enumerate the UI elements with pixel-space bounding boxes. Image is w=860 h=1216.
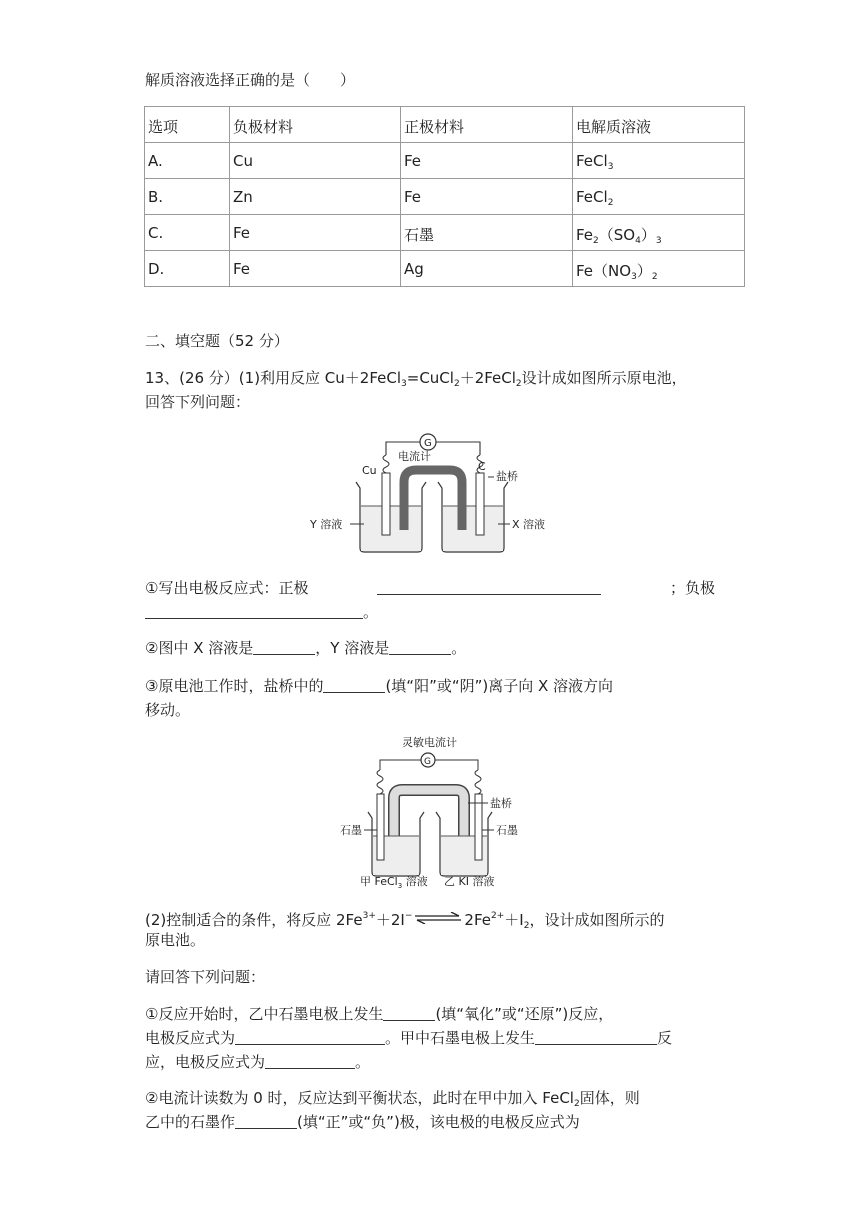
ammeter-label: 电流计 [398, 450, 431, 463]
equilibrium-arrow-icon [413, 912, 463, 924]
answer-blank[interactable] [265, 1052, 355, 1069]
question-13-part2-item2-line2: 乙中的石墨作 (填“正”或“负”)极，该电极的电极反应式为 [145, 1113, 580, 1131]
section-title: 二、填空题（52 分） [145, 332, 289, 350]
option-label: D. [145, 251, 230, 287]
positive-material: Fe [401, 143, 573, 179]
question-13-part2-item2: ②电流计读数为 0 时，反应达到平衡状态，此时在甲中加入 FeCl$_2$固体，则 [145, 1089, 640, 1109]
answer-blank[interactable] [323, 676, 385, 693]
question-13-part2-stem-line2: 原电池。 [145, 931, 206, 949]
negative-material: Fe [230, 251, 401, 287]
question-13-part1-item1-line2: 。 [145, 602, 378, 622]
electrolyte: $Fe(NO_3)_2$ [573, 251, 745, 287]
salt-bridge-label: 盐桥 [496, 470, 518, 483]
option-label: A. [145, 143, 230, 179]
answer-blank[interactable] [535, 1028, 657, 1045]
table-row [145, 215, 745, 251]
positive-material: 石墨 [401, 215, 573, 251]
table-row [145, 143, 745, 179]
question-13-part2-stem: (2)控制适合的条件，将反应 $2Fe^{3+}+2I^-$ $2Fe^{2+}+I_2$，设计成如图所示的 [145, 911, 665, 931]
answer-blank[interactable] [253, 638, 315, 655]
jia-solution-label: 甲 FeCl$_3$ 溶液 [360, 875, 428, 888]
table-header-cell: 电解质溶液 [573, 107, 745, 143]
answer-blank[interactable] [235, 1028, 385, 1045]
negative-material: Zn [230, 179, 401, 215]
question-13-part2-item1-line2: 电极反应式为 。甲中石墨电极上发生 反 [145, 1029, 673, 1047]
electrolyte: FeCl$_2$ [573, 179, 745, 215]
galvanometer-label: G [424, 438, 432, 449]
yi-solution-label: 乙 KI 溶液 [444, 875, 495, 888]
electrolyte: FeCl$_3$ [573, 143, 745, 179]
table-row [145, 251, 745, 287]
galvanic-cell-figure-1 [300, 430, 560, 555]
answer-blank[interactable] [145, 602, 363, 619]
negative-material: Fe [230, 215, 401, 251]
question-intro: 解质溶液选择正确的是（ ） [145, 71, 356, 89]
right-graphite-label: 石墨 [496, 824, 518, 837]
salt-bridge-label: 盐桥 [490, 797, 512, 810]
question-13-part2-item1: ①反应开始时，乙中石墨电极上发生 (填“氧化”或“还原”)反应， [145, 1005, 614, 1023]
question-13-part1-item2: ②图中 X 溶液是 ，Y 溶液是 。 [145, 639, 467, 657]
question-13-stem: 13、(26 分）(1)利用反应 Cu＋2FeCl$_3$=CuCl$_2$＋2FeCl$_2$设计成如图所示原电池， [145, 369, 687, 389]
answer-blank[interactable] [377, 578, 601, 595]
positive-material: Fe [401, 179, 573, 215]
galvanometer-label: G [424, 757, 431, 767]
question-13-part1-item1: ①写出电极反应式：正极 ；负极 [145, 579, 715, 597]
question-13-part1-item3: ③原电池工作时，盐桥中的 (填“阳”或“阴”)离子向 X 溶液方向 [145, 677, 614, 695]
question-13-part2-item1-line3: 应，电极反应式为 。 [145, 1053, 371, 1071]
answer-prompt: 请回答下列问题： [145, 968, 266, 986]
table-header-cell: 选项 [145, 107, 230, 143]
answer-blank[interactable] [389, 638, 451, 655]
positive-material: Ag [401, 251, 573, 287]
electrolyte: $Fe_2(SO_4)_3$ [573, 215, 745, 251]
options-table [144, 106, 745, 287]
table-row [145, 179, 745, 215]
question-13-stem-line2: 回答下列问题： [145, 393, 251, 411]
table-header-cell: 正极材料 [401, 107, 573, 143]
galvanic-cell-figure-2 [330, 736, 530, 888]
table-header-cell: 负极材料 [230, 107, 401, 143]
option-label: B. [145, 179, 230, 215]
answer-blank[interactable] [235, 1112, 297, 1129]
x-solution-label: X 溶液 [512, 518, 546, 531]
sensitive-ammeter-label: 灵敏电流计 [402, 736, 457, 749]
cu-electrode-label: Cu [362, 464, 377, 477]
question-13-part1-item3-line2: 移动。 [145, 701, 191, 719]
table-header-row [145, 107, 745, 143]
left-graphite-label: 石墨 [340, 824, 362, 837]
answer-blank[interactable] [383, 1004, 435, 1021]
c-electrode-label: C [478, 460, 486, 473]
negative-material: Cu [230, 143, 401, 179]
y-solution-label: Y 溶液 [310, 518, 343, 531]
option-label: C. [145, 215, 230, 251]
